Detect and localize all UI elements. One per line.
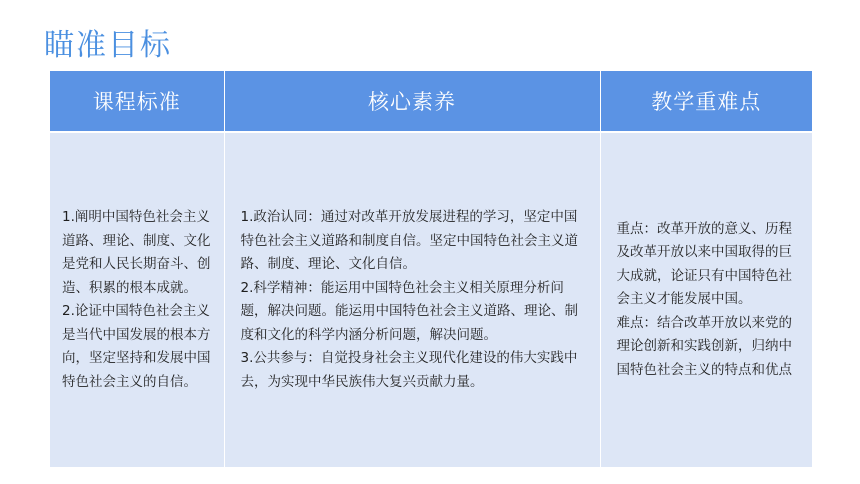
header-key-difficult-points: 教学重难点: [600, 71, 812, 132]
header-core-competencies: 核心素养: [224, 71, 600, 132]
curriculum-item: 2.论证中国特色社会主义是当代中国发展的根本方向，坚定坚持和发展中国特色社会主义的自信。: [62, 303, 211, 390]
goals-table: [50, 71, 812, 467]
keypoint-item: 难点：结合改革开放以来党的理论创新和实践创新，归纳中国特色社会主义的特点和优点: [616, 314, 792, 378]
cell-core-competencies: [224, 132, 600, 467]
curriculum-item: 1.阐明中国特色社会主义道路、理论、制度、文化是党和人民长期奋斗、创造、积累的根本成就。: [62, 209, 211, 296]
core-item: 2.科学精神：能运用中国特色社会主义相关原理分析问题，解决问题。能运用中国特色社会主义道路、理论、制度和文化的科学内涵分析问题，解决问题。: [240, 279, 578, 343]
cell-curriculum-standards: [50, 132, 224, 467]
keypoint-item: 重点：改革开放的意义、历程及改革开放以来中国取得的巨大成就，论证只有中国特色社会主义才能发展中国。: [616, 220, 792, 308]
core-item: 1.政治认同：通过对改革开放发展进程的学习，坚定中国特色社会主义道路和制度自信。坚定中国特色社会主义道路、制度、理论、文化自信。: [240, 209, 578, 272]
cell-key-difficult-points: [600, 132, 812, 467]
page-title: 瞄准目标: [44, 28, 172, 63]
header-curriculum-standards: 课程标准: [50, 71, 224, 132]
table-header-row: [50, 71, 812, 132]
table-row: [50, 132, 812, 467]
core-item: 3.公共参与：自觉投身社会主义现代化建设的伟大实践中去，为实现中华民族伟大复兴贡献力量。: [240, 350, 578, 390]
